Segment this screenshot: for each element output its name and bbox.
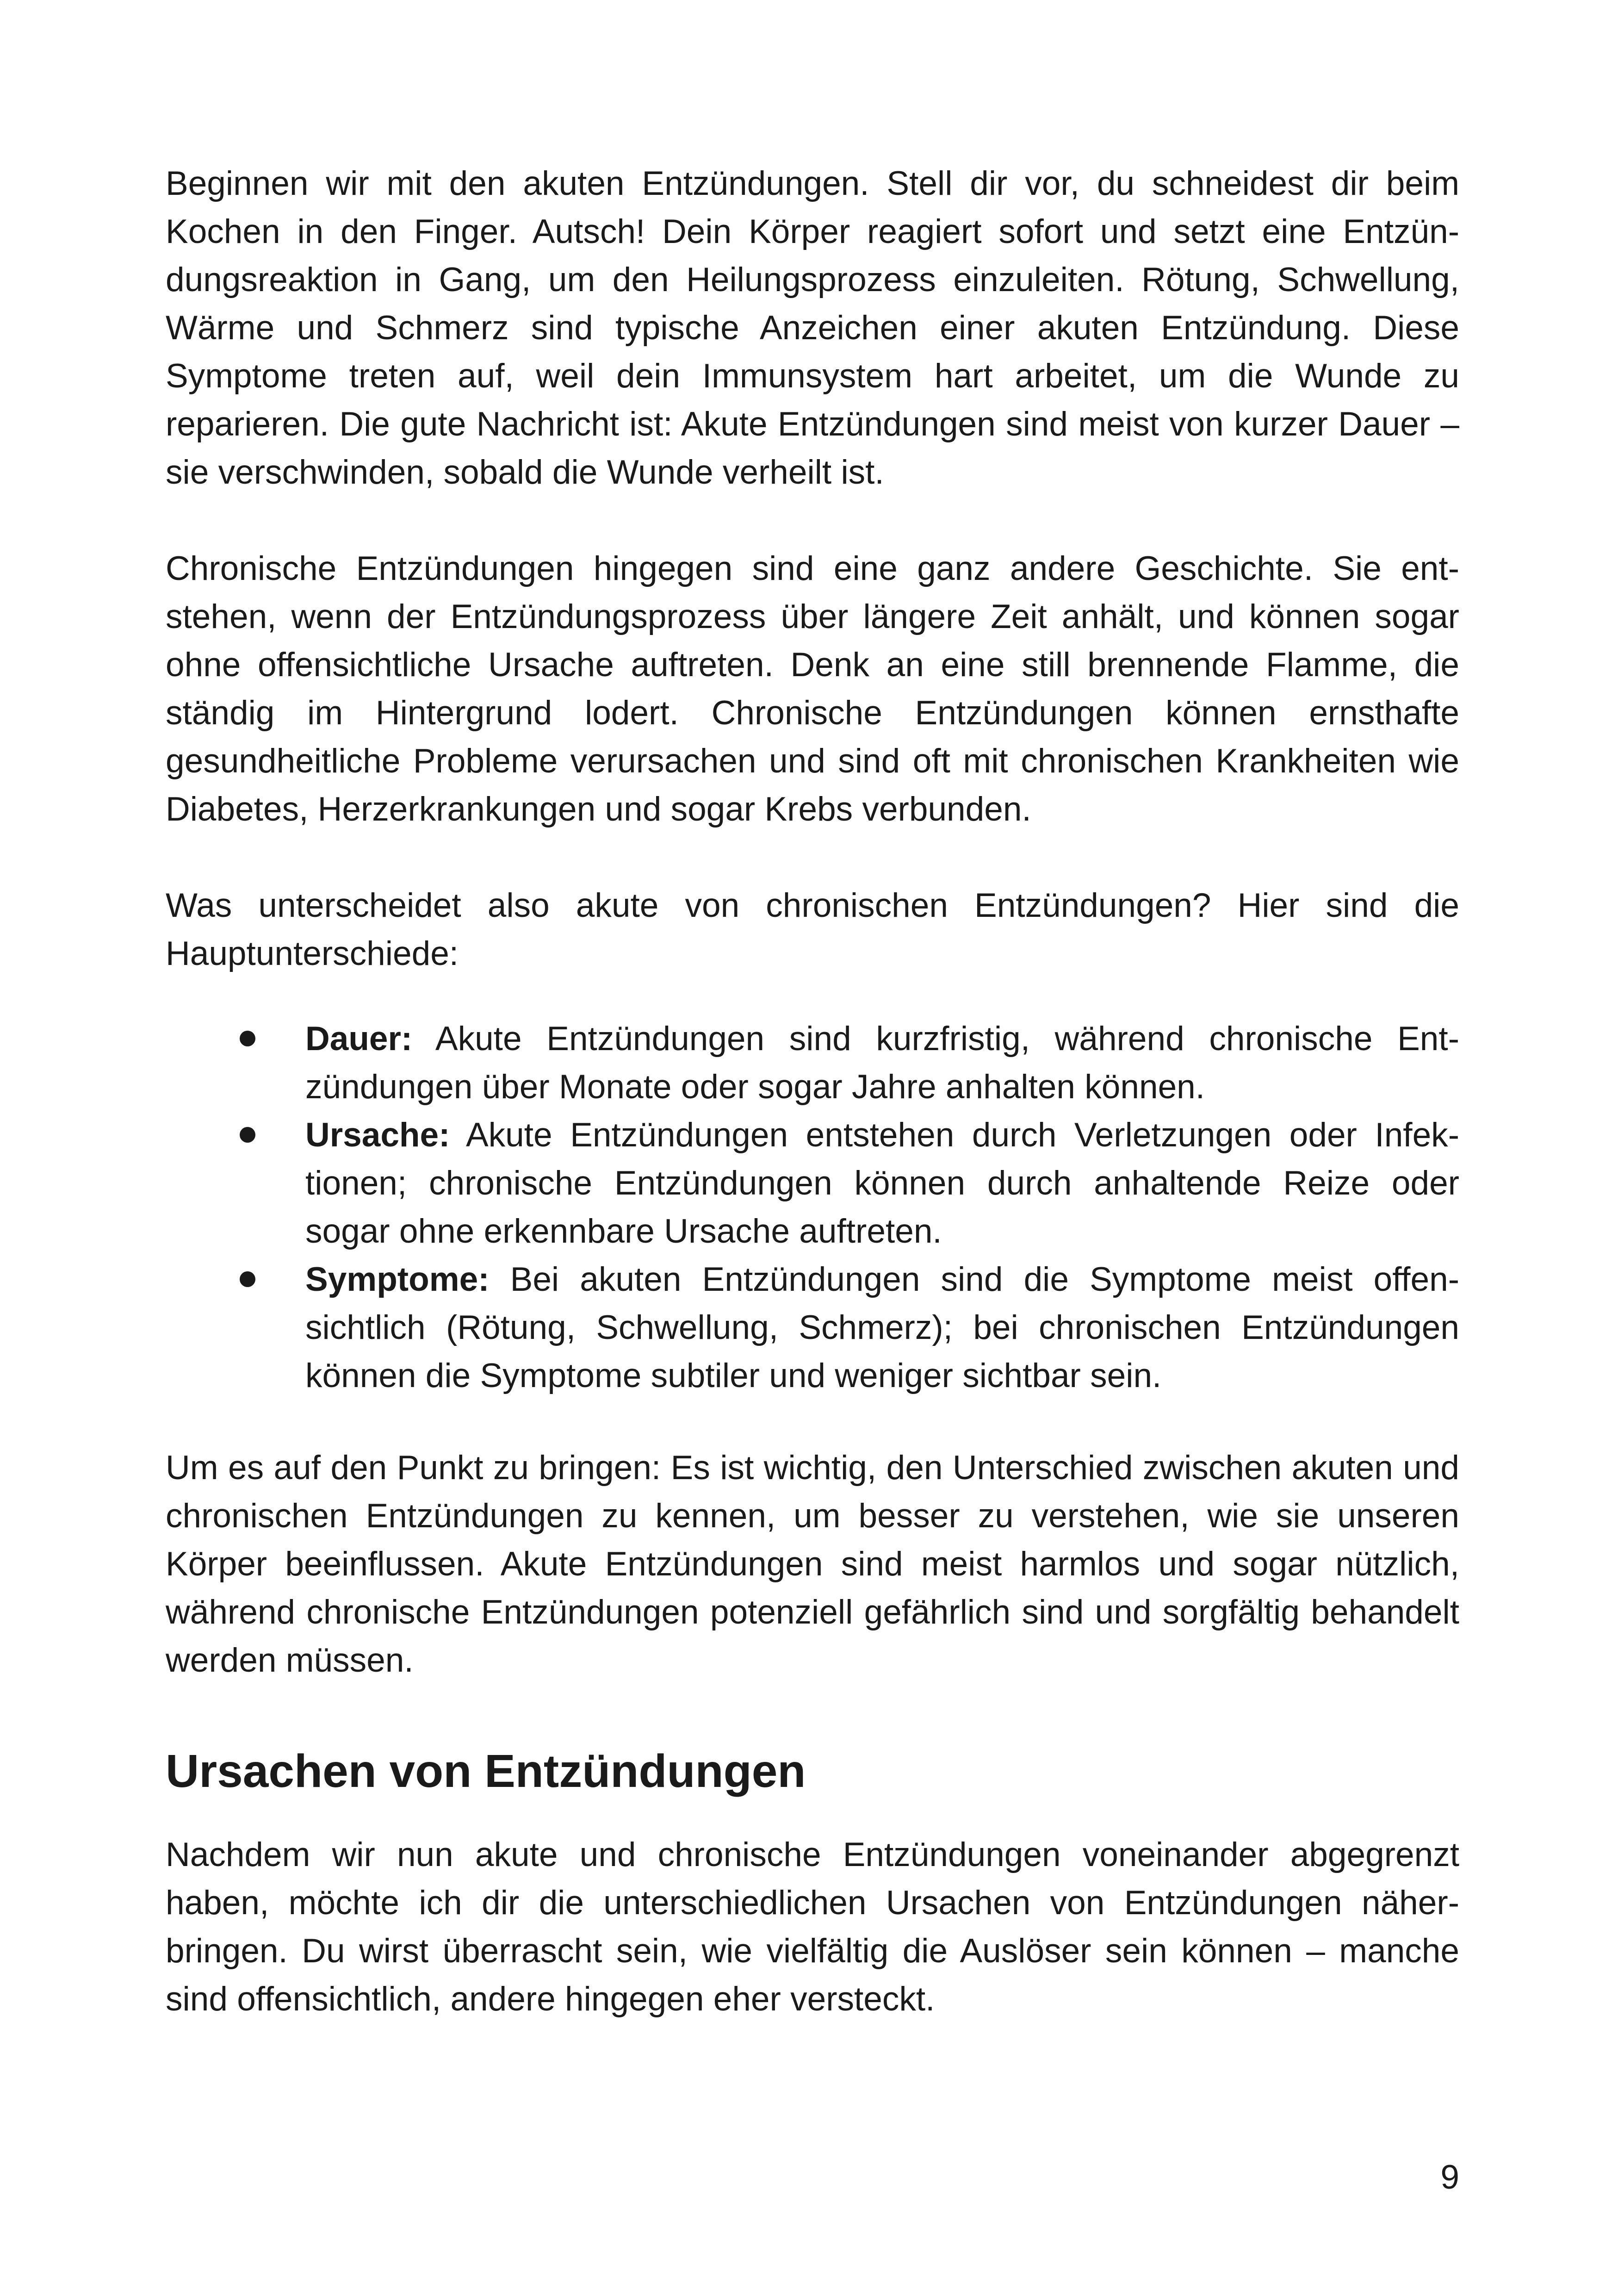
list-item-text: Bei akuten Entzündungen sind die Symptome meist offensichtlich (Rötung, Schwellung, Schmerz); bei chronischen Entzündungen können die Symptome subtiler und weniger sichtbar sein. xyxy=(305,1261,1459,1394)
section-heading: Ursachen von Entzündungen xyxy=(166,1745,806,1797)
list-item-term: Symptome: xyxy=(305,1261,490,1298)
list-item-text: Akute Entzündungen sind kurzfristig, während chronische Entzündungen über Monate oder sogar Jahre anhalten können. xyxy=(305,1020,1459,1106)
list-item-term: Ursache: xyxy=(305,1116,450,1154)
paragraph-acute-inflammation: Beginnen wir mit den akuten Entzündungen. Stell dir vor, du schneidest dir beim Kochen in den Finger. Autsch! Dein Körper reagiert sofort und setzt eine Entzündungsreaktion in Gang, um den Heilungsprozess einzuleiten. Rötung, Schwellung, Wärme und Schmerz sind typische Anzeichen einer akuten Entzündung. Diese Symptome treten auf, weil dein Immunsystem hart arbeitet, um die Wunde zu reparieren. Die gute Nachricht ist: Akute Entzündungen sind meist von kurzer Dauer – sie verschwinden, sobald die Wunde verheilt ist. xyxy=(166,165,1459,491)
list-item-term: Dauer: xyxy=(305,1020,413,1058)
paragraph-spacer xyxy=(166,834,1459,882)
differences-list xyxy=(166,1015,1459,1400)
paragraph-spacer xyxy=(166,497,1459,545)
paragraph-summary: Um es auf den Punkt zu bringen: Es ist wichtig, den Unterschied zwischen akuten und chronischen Entzündungen zu kennen, um besser zu verstehen, wie sie unseren Körper beeinflussen. Akute Entzündungen sind meist harmlos und sogar nützlich, während chronische Entzündungen potenziell gefährlich sind und sorgfältig behandelt werden müssen. xyxy=(166,1449,1459,1679)
paragraph-differences-intro: Was unterscheidet also akute von chronischen Entzündungen? Hier sind die Hauptunterschiede: xyxy=(166,887,1459,972)
bullet-icon xyxy=(240,1271,255,1287)
paragraph-causes-intro: Nachdem wir nun akute und chronische Entzündungen voneinander abgegrenzt haben, möchte ich dir die unterschiedlichen Ursachen von Entzündungen näherbringen. Du wirst überrascht sein, wie vielfältig die Auslöser sein können – manche sind offensichtlich, andere hingegen eher versteckt. xyxy=(166,1836,1459,2018)
list-item-cause xyxy=(166,1111,1459,1256)
list-item-duration xyxy=(166,1015,1459,1111)
bullet-icon xyxy=(240,1127,255,1143)
bullet-icon xyxy=(240,1031,255,1046)
paragraph-chronic-inflammation: Chronische Entzündungen hingegen sind eine ganz andere Geschichte. Sie entstehen, wenn der Entzündungsprozess über längere Zeit anhält, und können sogar ohne offensichtliche Ursache auftreten. Denk an eine still brennende Flamme, die ständig im Hintergrund lodert. Chronische Entzündungen können ernsthafte gesundheitliche Probleme verursachen und sind oft mit chronischen Krankheiten wie Diabetes, Herzerkrankungen und sogar Krebs verbunden. xyxy=(166,550,1459,828)
list-spacer xyxy=(166,1400,1459,1444)
page-content xyxy=(166,160,1459,2023)
list-item-symptoms xyxy=(166,1256,1459,1400)
list-item-text: Akute Entzündungen entstehen durch Verletzungen oder Infektionen; chronische Entzündungen können durch anhaltende Reize oder sogar ohne erkennbare Ursache auftreten. xyxy=(305,1116,1459,1250)
page-number: 9 xyxy=(1440,2159,1459,2196)
list-spacer xyxy=(166,978,1459,1015)
